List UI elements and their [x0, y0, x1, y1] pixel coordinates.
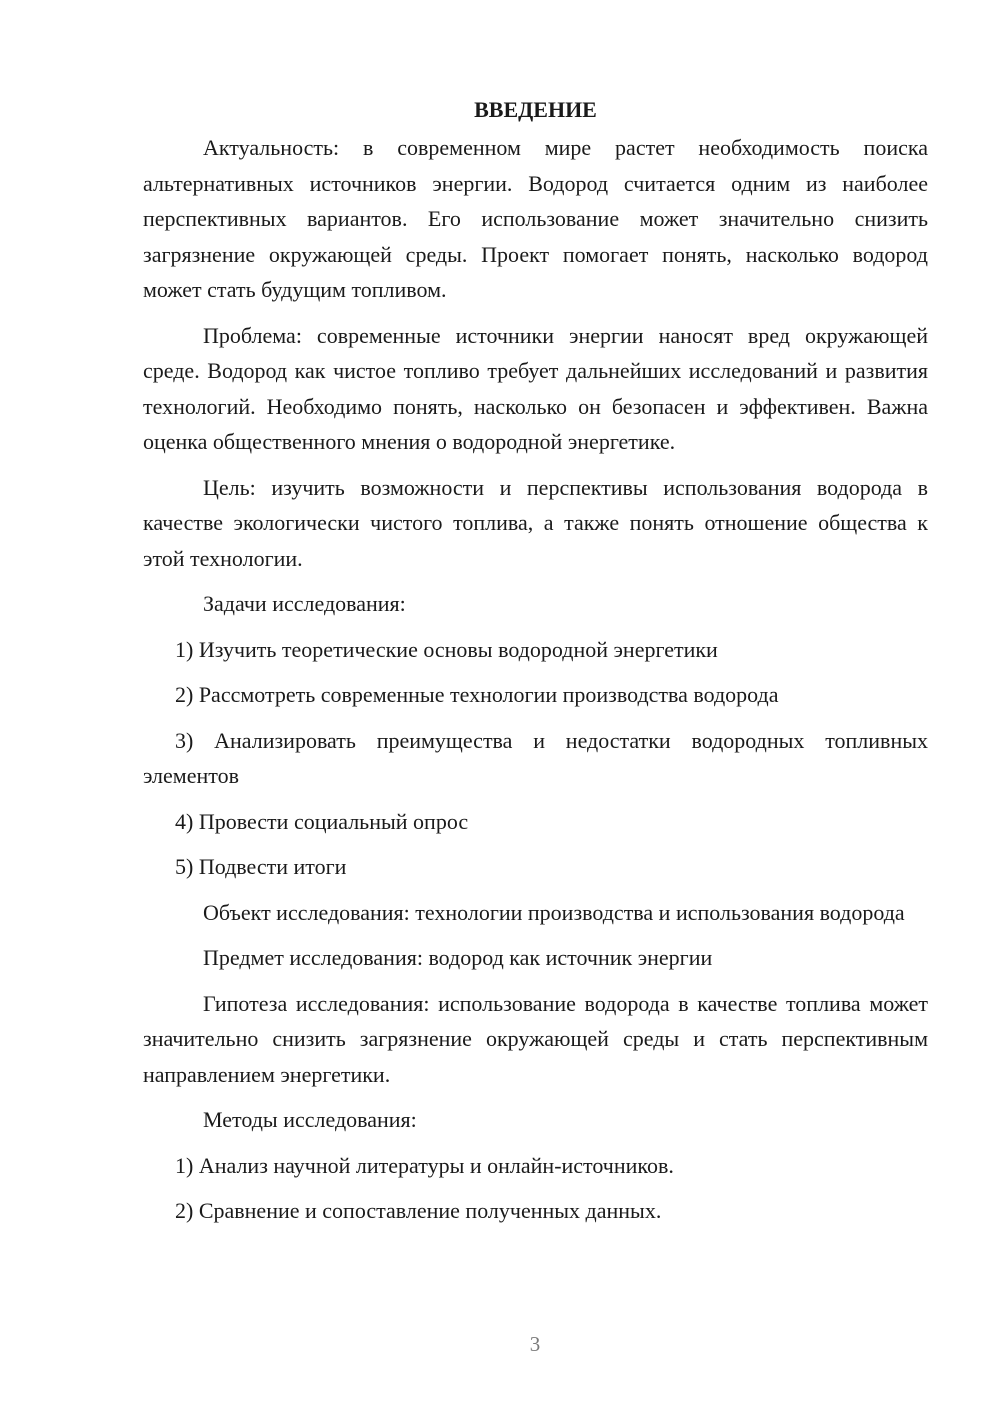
hypothesis-paragraph: Гипотеза исследования: использование водорода в качестве топлива может значительно снизить загрязнение окружающей среды и стать перспективным направлением энергетики.: [143, 990, 928, 1087]
task-item-4: 4) Провести социальный опрос: [175, 808, 469, 834]
task-item-2: 2) Рассмотреть современные технологии производства водорода: [175, 682, 779, 707]
relevance-paragraph: Актуальность: в современном мире растет необходимость поиска альтернативных источников энергии. Водород считается одним из наиболее перспективных вариантов. Его использование может значительно снизить загрязнение окружающей среды. Проект помогает понять, насколько водород может стать будущим топливом.: [143, 135, 928, 302]
problem-paragraph: Проблема: современные источники энергии наносят вред окружающей среде. Водород как чистое топливо требует дальнейших исследований и развития технологий. Необходимо понять, насколько он безопасен и эффективен. Важна оценка общественного мнения о водородной энергетике.: [143, 322, 928, 454]
task-item-3: 3) Анализировать преимущества и недостатки водородных топливных элементов: [143, 727, 928, 788]
task-item-1: 1) Изучить теоретические основы водородной энергетики: [175, 636, 718, 662]
section-heading: ВВЕДЕНИЕ: [474, 97, 597, 122]
object-paragraph: Объект исследования: технологии производства и использования водорода: [203, 899, 905, 925]
page-number: 3: [529, 1332, 541, 1356]
subject-paragraph: Предмет исследования: водород как источник энергии: [203, 945, 713, 970]
method-item-2: 2) Сравнение и сопоставление полученных данных.: [175, 1198, 662, 1223]
goal-paragraph: Цель: изучить возможности и перспективы использования водорода в качестве экологически чистого топлива, а также понять отношение общества к этой технологии.: [143, 474, 928, 571]
task-item-5: 5) Подвести итоги: [175, 854, 347, 879]
tasks-title: Задачи исследования:: [203, 591, 406, 616]
methods-title: Методы исследования:: [203, 1107, 417, 1132]
method-item-1: 1) Анализ научной литературы и онлайн-источников.: [175, 1152, 674, 1178]
document-body: [143, 92, 928, 1239]
